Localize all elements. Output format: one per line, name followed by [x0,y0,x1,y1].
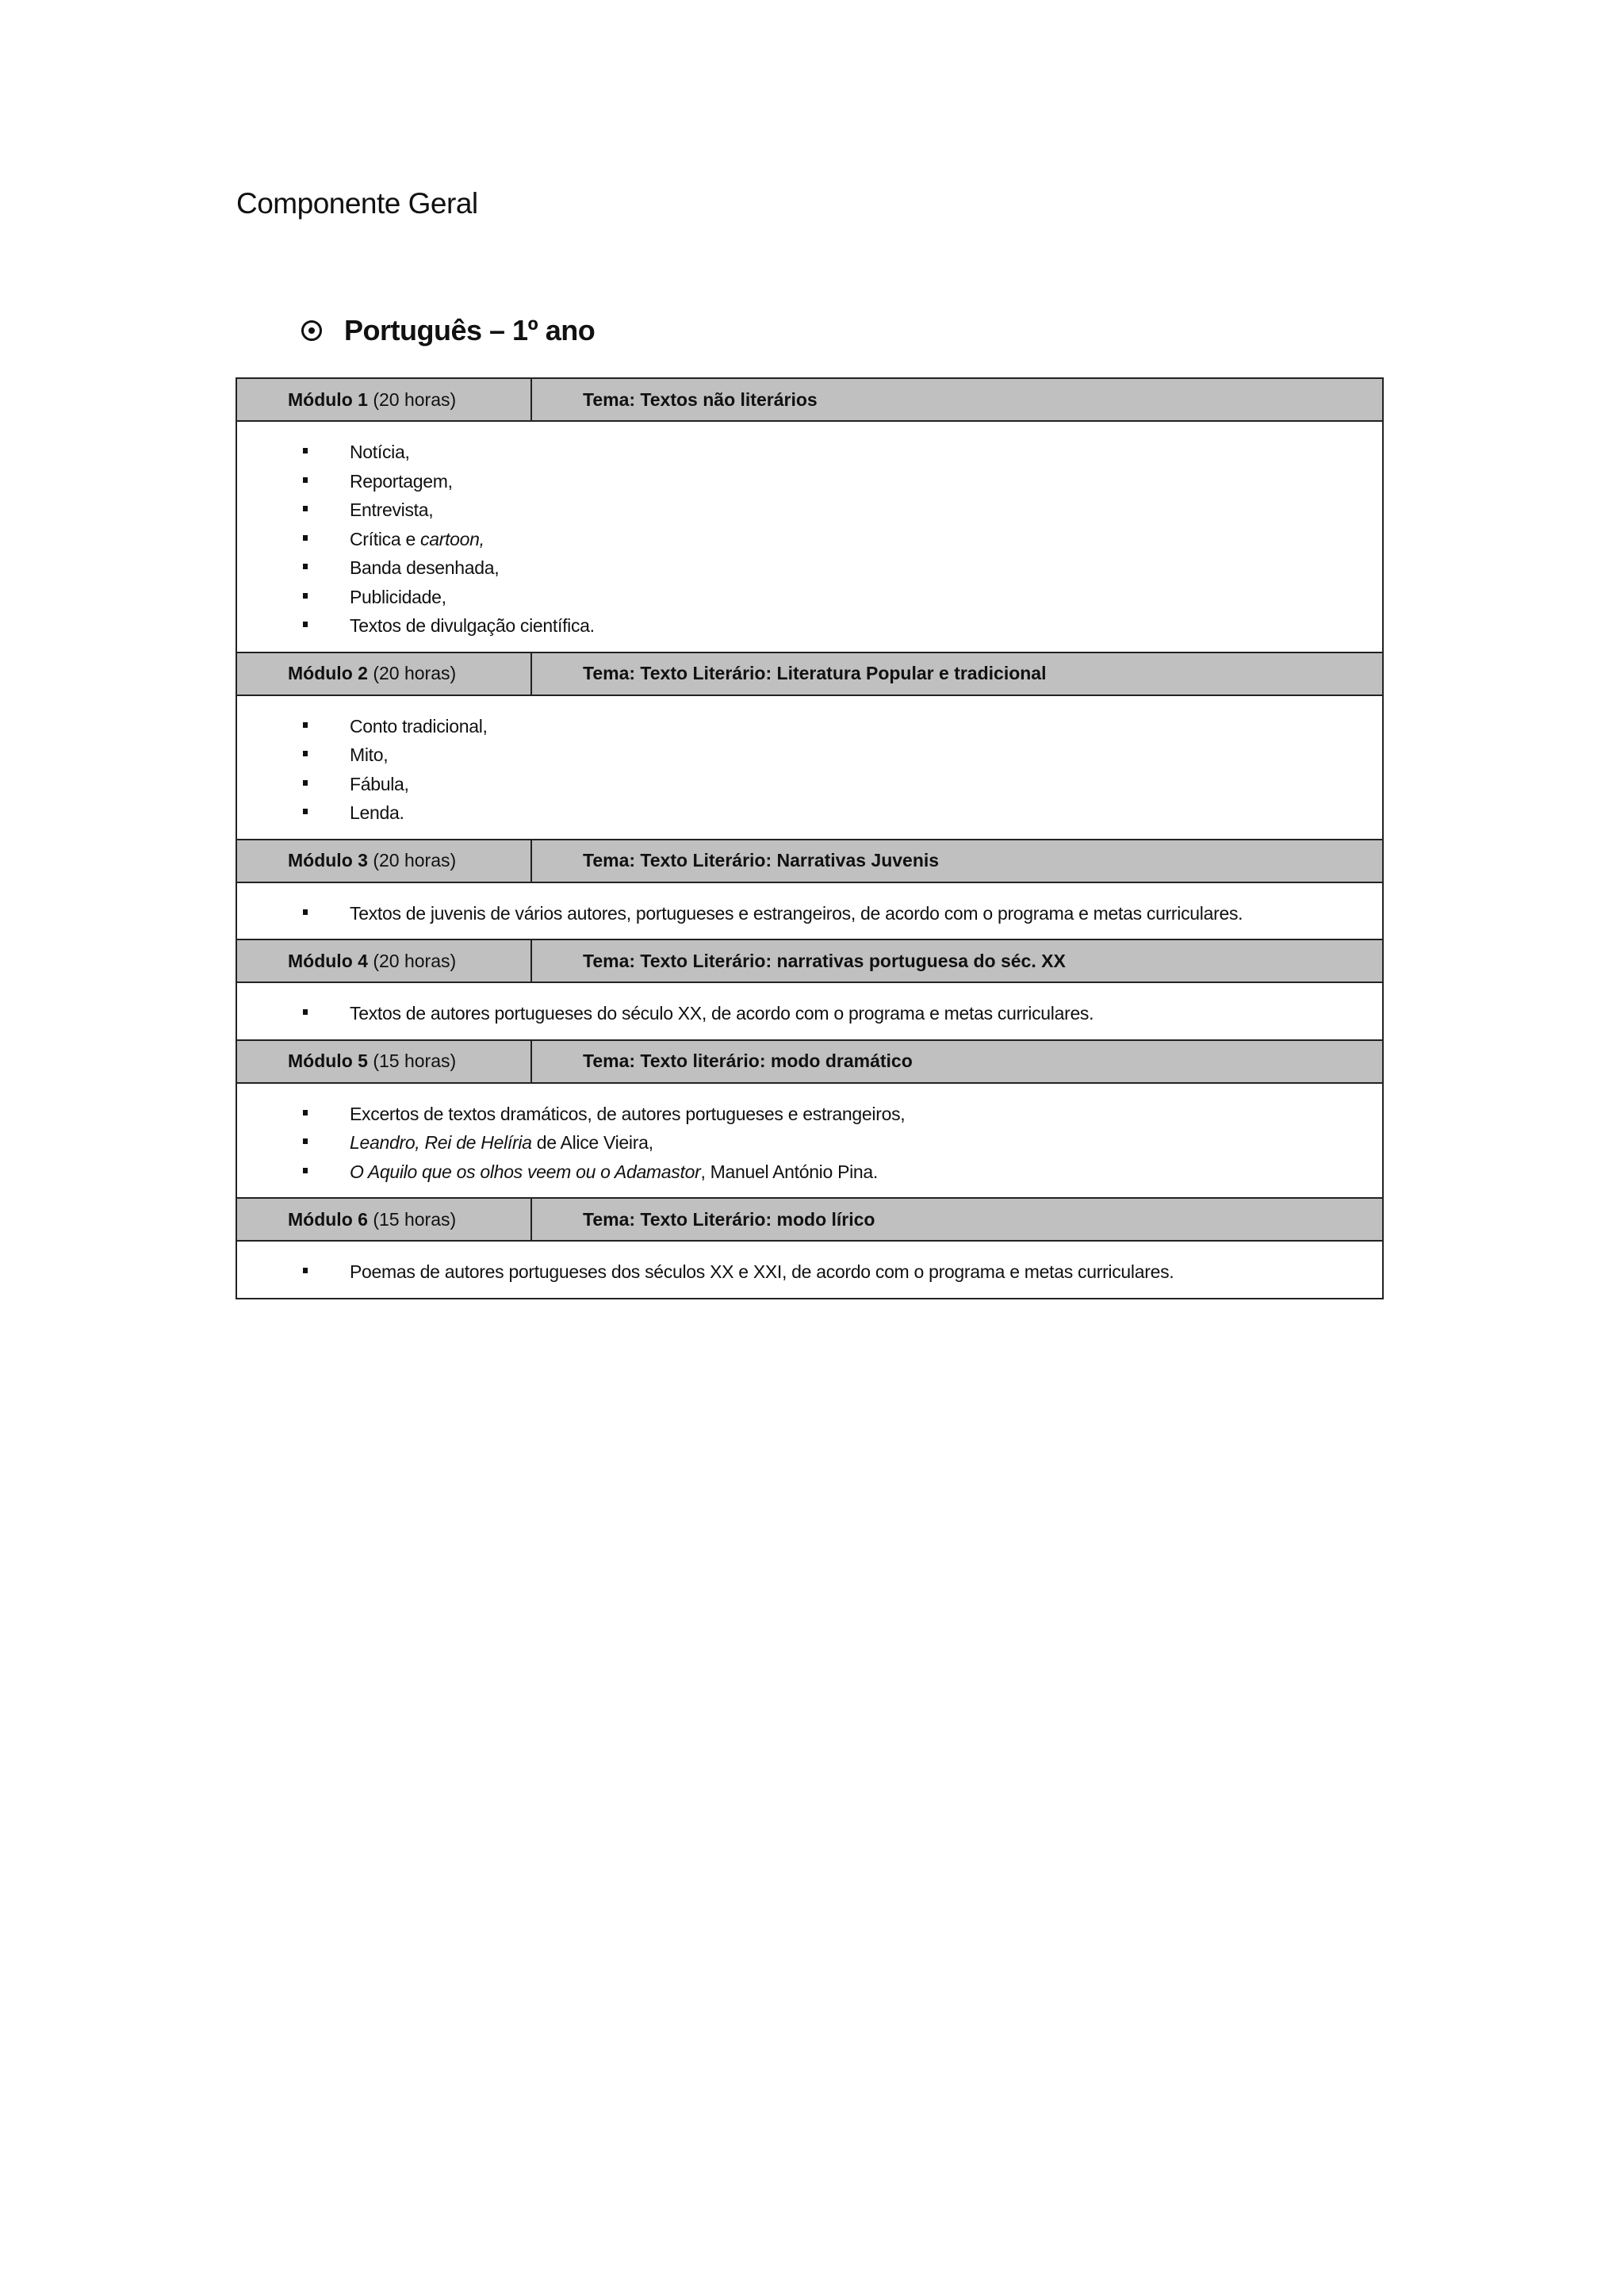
module-6-header [237,1199,1382,1242]
module-5-label-cell [237,1041,532,1082]
module-hours: (15 horas) [373,1208,457,1230]
subject-title: Português – 1º ano [344,314,596,346]
module-1-content [237,422,1382,653]
module-5-content [237,1084,1382,1200]
module-label: Módulo 2 [288,663,368,683]
modules-table [236,377,1384,1299]
list-item-text: de Alice Vieira, [531,1132,653,1153]
list-item: Lenda. [237,798,1382,828]
list-item-italic: O Aquilo que os olhos veem ou o Adamastor [350,1161,701,1182]
module-theme: Tema: Texto literário: modo dramático [583,1050,913,1071]
list-item-text: Crítica e [350,528,421,549]
module-4-label-cell [237,940,532,982]
list-item: Textos de autores portugueses do século XX, de acordo com o programa e metas curriculares. [237,999,1382,1028]
module-hours: (20 horas) [373,388,457,410]
list-item: Excertos de textos dramáticos, de autores portugueses e estrangeiros, [237,1100,1382,1129]
module-label: Módulo 6 [288,1208,368,1230]
subject-header [301,314,595,347]
page-heading: Componente Geral [236,187,478,220]
module-hours: (20 horas) [373,950,457,971]
module-hours: (15 horas) [373,1050,457,1071]
module-label: Módulo 5 [288,1050,368,1071]
list-item-italic: cartoon, [420,528,485,549]
list-item: Banda desenhada, [237,553,1382,583]
list-item: Notícia, [237,438,1382,467]
module-3-label-cell [237,840,532,882]
list-item: Poemas de autores portugueses dos séculos XX e XXI, de acordo com o programa e metas curriculares. [237,1257,1382,1287]
module-2-label-cell [237,653,532,695]
list-item [237,1158,1382,1187]
radio-bullet-icon [301,320,322,341]
list-item: Entrevista, [237,496,1382,525]
list-item: Fábula, [237,770,1382,799]
module-6-content [237,1242,1382,1299]
module-theme: Tema: Texto Literário: Narrativas Juvenis [583,850,940,871]
module-4-header [237,940,1382,983]
module-2-content [237,696,1382,840]
module-3-content [237,883,1382,941]
module-5-header [237,1041,1382,1084]
module-1-header [237,379,1382,422]
module-6-label-cell [237,1199,532,1240]
module-label: Módulo 1 [288,388,368,410]
list-item: Textos de divulgação científica. [237,611,1382,641]
module-label: Módulo 4 [288,950,368,971]
list-item: Conto tradicional, [237,712,1382,741]
list-item: Publicidade, [237,583,1382,612]
module-3-header [237,840,1382,883]
module-theme: Tema: Texto Literário: narrativas portuguesa do séc. XX [583,950,1066,971]
module-theme: Tema: Texto Literário: modo lírico [583,1208,875,1230]
list-item [237,525,1382,554]
module-theme: Tema: Texto Literário: Literatura Popular e tradicional [583,663,1047,683]
module-hours: (20 horas) [373,850,457,871]
list-item-italic: Leandro, Rei de Helíria [350,1132,532,1153]
module-1-label-cell [237,379,532,420]
list-item [237,1128,1382,1158]
module-label: Módulo 3 [288,850,368,871]
list-item: Mito, [237,740,1382,770]
module-theme: Tema: Textos não literários [583,388,818,410]
list-item: Reportagem, [237,467,1382,496]
module-4-content [237,983,1382,1041]
list-item-text: , Manuel António Pina. [700,1161,878,1182]
module-hours: (20 horas) [373,663,457,683]
list-item: Textos de juvenis de vários autores, portugueses e estrangeiros, de acordo com o programa e metas curriculares. [237,899,1382,928]
module-2-header [237,653,1382,696]
